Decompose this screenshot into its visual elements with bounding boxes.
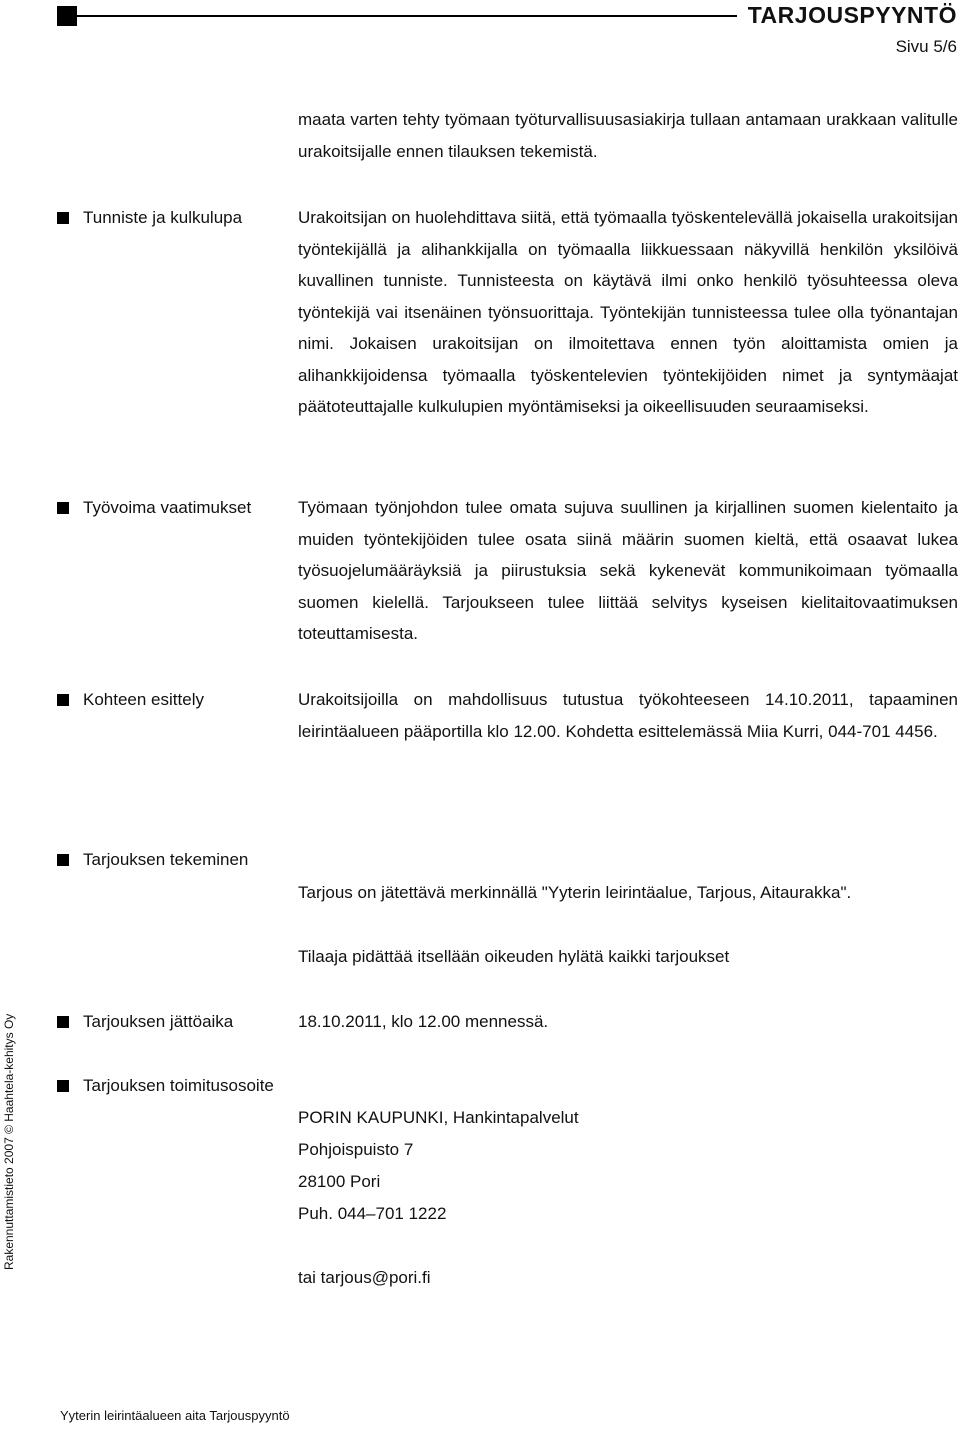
header-square-mark [57, 6, 77, 26]
section-label-tyovoima [57, 492, 251, 524]
section-label-text: Tunniste ja kulkulupa [83, 208, 243, 227]
section-label-toimitusosoite [57, 1070, 274, 1102]
bullet-square-icon [57, 502, 69, 514]
section-label-text: Tarjouksen toimitusosoite [83, 1076, 274, 1095]
section-text-tunniste: Urakoitsijan on huolehdittava siitä, että työmaalla työskentelevällä jokaisella urakoitsijan työntekijällä ja alihankkijalla on työmaalla liikkuessaan näkyvillä henkilön yksilöivä kuvallinen tunniste. Tunnisteesta on käytävä ilmi onko henkilö työsuhteessa oleva työntekijä vai itsenäinen työnsuorittaja. Työntekijän tunnisteessa tulee olla työnantajan nimi. Jokaisen urakoitsijan on ilmoitettava ennen työn aloittamista omien ja alihankkijoidensa työmaalla työskentelevien työntekijöiden nimet ja syntymäajat päätoteuttajalle kulkulupien myöntämiseksi ja oikeellisuuden seuraamiseksi. [298, 208, 958, 416]
address-line: PORIN KAUPUNKI, Hankintapalvelut [298, 1108, 579, 1127]
address-phone: Puh. 044–701 1222 [298, 1204, 447, 1223]
section-label-text: Kohteen esittely [83, 690, 204, 709]
bullet-square-icon [57, 694, 69, 706]
section-label-tunniste [57, 202, 242, 234]
section-label-esittely [57, 684, 204, 716]
section-label-text: Työvoima vaatimukset [83, 498, 252, 517]
tekeminen-instruction: Tarjous on jätettävä merkinnällä "Yyterin leirintäalue, Tarjous, Aitaurakka". [298, 883, 852, 902]
section-label-text: Tarjouksen tekeminen [83, 850, 249, 869]
section-label-tekeminen [57, 844, 248, 876]
section-text-esittely: Urakoitsijoilla on mahdollisuus tutustua työkohteeseen 14.10.2011, tapaaminen leirintäalueen pääportilla klo 12.00. Kohdetta esittelemässä Miia Kurri, 044-701 4456. [298, 690, 958, 741]
bullet-square-icon [57, 854, 69, 866]
header-rule [77, 15, 737, 17]
section-label-text: Tarjouksen jättöaika [83, 1012, 234, 1031]
jattoaika-deadline: 18.10.2011, klo 12.00 mennessä. [298, 1012, 549, 1031]
copyright-side-note: Rakennuttamistieto 2007 © Haahtela-kehitys Oy [2, 1013, 16, 1270]
section-label-jattoaika [57, 1006, 233, 1038]
tekeminen-reservation: Tilaaja pidättää itsellään oikeuden hylätä kaikki tarjoukset [298, 947, 730, 966]
page-number: Sivu 5/6 [895, 37, 957, 56]
bullet-square-icon [57, 1016, 69, 1028]
continuation-paragraph: maata varten tehty työmaan työturvallisuusasiakirja tullaan antamaan urakkaan valitulle urakoitsijalle ennen tilauksen tekemistä. [298, 110, 958, 161]
bullet-square-icon [57, 212, 69, 224]
address-email: tai tarjous@pori.fi [298, 1268, 431, 1287]
document-title: TARJOUSPYYNTÖ [747, 2, 957, 28]
bullet-square-icon [57, 1080, 69, 1092]
page-footer: Yyterin leirintäalueen aita Tarjouspyyntö [60, 1408, 290, 1423]
address-line: 28100 Pori [298, 1172, 381, 1191]
address-line: Pohjoispuisto 7 [298, 1140, 414, 1159]
section-text-tyovoima: Työmaan työnjohdon tulee omata sujuva suullinen ja kirjallinen suomen kielentaito ja muiden työntekijöiden tulee osata siinä määrin suomen kieltä, että osaavat lukea työsuojelumääräyksiä ja piirustuksia sekä kykenevät kommunikoimaan työmaalla suomen kielellä. Tarjoukseen tulee liittää selvitys kyseisen kielitaitovaatimuksen toteuttamisesta. [298, 498, 958, 643]
